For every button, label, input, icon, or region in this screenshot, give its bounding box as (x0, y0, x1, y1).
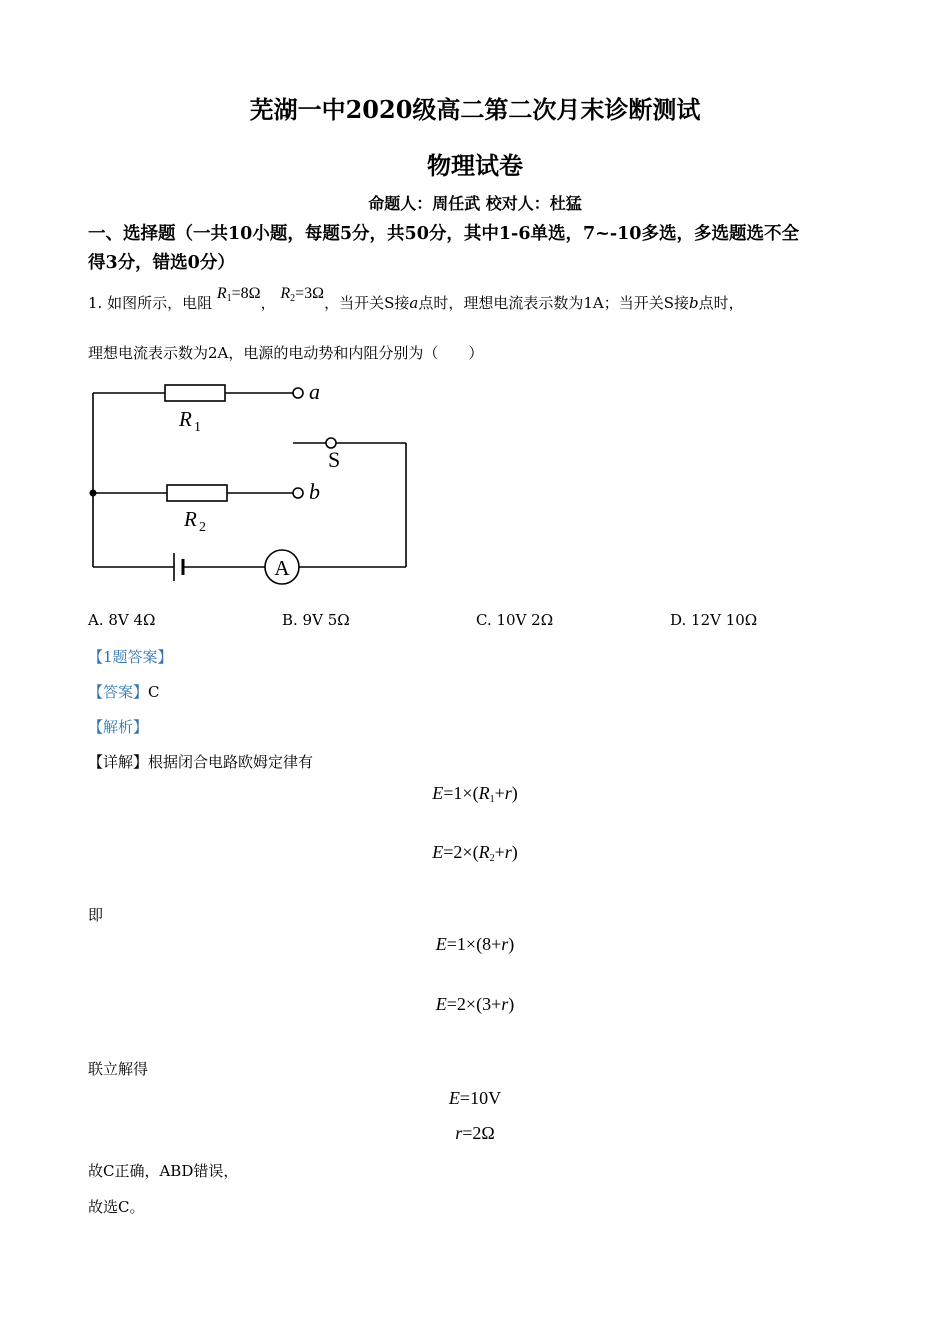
equation-5 (0, 1088, 950, 1109)
answer-line (88, 681, 160, 702)
answer-value: C (148, 683, 160, 701)
equation-4 (0, 994, 950, 1015)
label-r1-sub: 1 (194, 420, 201, 435)
eq2-sym: R (478, 842, 490, 862)
question-1-line1 (88, 285, 744, 314)
r2-expression (280, 285, 324, 302)
eq1-sub: 1 (489, 794, 495, 805)
question-1-line2: 理想电流表示数为2A，电源的电动势和内阻分别为（ ） (88, 344, 484, 362)
label-ammeter: A (274, 556, 290, 580)
eq1-var: r (504, 783, 512, 803)
equation-1 (0, 783, 950, 805)
eq1-plus: + (494, 783, 505, 803)
resistor-r1 (165, 385, 225, 401)
resistor-r2 (167, 485, 227, 501)
label-r2: R (184, 507, 197, 531)
eq2-var: r (504, 842, 512, 862)
page-subtitle: 物理试卷 (427, 151, 523, 180)
lianli-text: 联立解得 (88, 1060, 149, 1078)
eq3-var: r (501, 934, 509, 954)
eq6-lhs: r (455, 1123, 463, 1143)
detail-tag: 【详解】 (88, 753, 149, 771)
ji-text: 即 (88, 906, 104, 924)
r2-value: =3Ω (295, 285, 325, 302)
eq3-mid: =1×(8+ (446, 934, 502, 954)
q1-text-c: 点时， (698, 294, 744, 312)
conclusion-line1: 故C正确，ABD错误， (88, 1162, 239, 1180)
detail-line (88, 751, 313, 772)
eq5-rhs: =10V (459, 1088, 502, 1108)
terminal-a (293, 388, 303, 398)
page-title: 芜湖一中2020级高二第二次月末诊断测试 (249, 95, 701, 124)
equation-2 (0, 842, 950, 864)
eq4-end: ) (508, 994, 515, 1014)
r1-expression (217, 285, 261, 302)
equation-3 (0, 934, 950, 955)
section-heading-line1: 一、选择题（一共10小题，每题5分，共50分，其中1-6单选，7~-10多选，多选题选不全 (88, 224, 799, 244)
section-heading-line2: 得3分，错选0分） (88, 253, 235, 273)
question-number: 1. 如图所示，电阻 (88, 294, 213, 312)
terminal-b (293, 488, 303, 498)
label-r1: R (179, 407, 192, 431)
q1-text-a: ，当开关S接 (324, 294, 410, 312)
eq4-var: r (501, 994, 509, 1014)
eq2-end: ) (511, 842, 518, 862)
r1-symbol: R (216, 285, 227, 302)
eq4-lhs: E (435, 994, 447, 1014)
eq1-end: ) (511, 783, 518, 803)
eq4-mid: =2×(3+ (446, 994, 502, 1014)
eq2-lhs: E (432, 842, 444, 862)
eq3-lhs: E (435, 934, 447, 954)
answer-tag: 【答案】 (88, 683, 149, 701)
eq3-end: ) (508, 934, 515, 954)
r1-sub: 1 (226, 293, 232, 304)
eq1-sym: R (478, 783, 490, 803)
r2-sub: 2 (290, 293, 296, 304)
separator: ， (260, 294, 276, 312)
conclusion-line2: 故选C。 (88, 1198, 145, 1216)
option-a: A. 8V 4Ω (88, 611, 156, 629)
var-b: b (688, 294, 699, 312)
detail-text: 根据闭合电路欧姆定律有 (148, 753, 314, 771)
eq5-lhs: E (448, 1088, 460, 1108)
eq6-rhs: =2Ω (462, 1123, 495, 1143)
q1-text-b: 点时，理想电流表示数为1A；当开关S接 (418, 294, 689, 312)
question-answer-tag: 【1题答案】 (88, 648, 173, 666)
label-r2-sub: 2 (199, 520, 206, 535)
option-d: D. 12V 10Ω (670, 611, 758, 629)
r2-symbol: R (280, 285, 291, 302)
option-c: C. 10V 2Ω (476, 611, 554, 629)
eq2-mid: =2×( (443, 842, 479, 862)
eq1-mid: =1×( (443, 783, 479, 803)
var-a: a (409, 294, 419, 312)
eq2-sub: 2 (489, 853, 495, 864)
circuit-diagram (80, 375, 420, 590)
label-a: a (309, 379, 320, 404)
equation-6 (0, 1123, 950, 1144)
analysis-tag: 【解析】 (88, 718, 149, 736)
authors-line: 命题人：周任武 校对人：杜猛 (368, 194, 582, 213)
option-b: B. 9V 5Ω (282, 611, 350, 629)
r1-value: =8Ω (231, 285, 261, 302)
label-s: S (328, 447, 341, 472)
junction-dot (90, 490, 97, 497)
eq2-plus: + (494, 842, 505, 862)
eq1-lhs: E (432, 783, 444, 803)
label-b: b (309, 479, 320, 504)
